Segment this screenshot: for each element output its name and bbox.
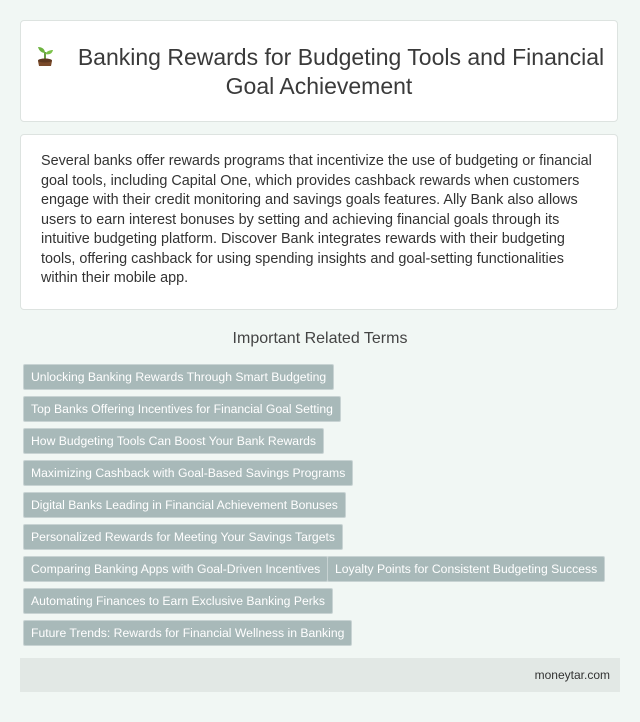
related-tag-4[interactable]: Maximizing Cashback with Goal-Based Savings Programs: [23, 460, 353, 486]
footer: [20, 658, 620, 692]
related-tag-7[interactable]: Comparing Banking Apps with Goal-Driven Incentives: [23, 556, 328, 582]
related-tag-5[interactable]: Digital Banks Leading in Financial Achievement Bonuses: [23, 492, 346, 518]
related-tag-3[interactable]: How Budgeting Tools Can Boost Your Bank Rewards: [23, 428, 324, 454]
sprout-icon: [34, 45, 56, 67]
description-text: Several banks offer rewards programs that incentivize the use of budgeting or financial goal tools, including Capital One, which provides cashback rewards when customers engage with their credit monitoring and savings goals features. Ally Bank also allows users to earn interest bonuses by setting and achieving financial goals through its intuitive budgeting platform. Discover Bank integrates rewards with their budgeting tools, offering cashback for using spending insights and goal-setting functionalities within their mobile app.: [41, 153, 592, 286]
description-card: [20, 134, 618, 310]
related-tag-9[interactable]: Automating Finances to Earn Exclusive Banking Perks: [23, 588, 333, 614]
related-terms-title: Important Related Terms: [232, 330, 408, 347]
title-card: [20, 20, 618, 122]
page-title: Banking Rewards for Budgeting Tools and Financial Goal Achievement: [77, 44, 605, 99]
related-tag-8[interactable]: Loyalty Points for Consistent Budgeting Success: [327, 556, 605, 582]
related-tag-2[interactable]: Top Banks Offering Incentives for Financial Goal Setting: [23, 396, 341, 422]
footer-site: moneytar.com: [534, 668, 610, 682]
related-tag-6[interactable]: Personalized Rewards for Meeting Your Savings Targets: [23, 524, 343, 550]
page-title-wrap: [21, 43, 617, 101]
related-tag-1[interactable]: Unlocking Banking Rewards Through Smart Budgeting: [23, 364, 334, 390]
related-tag-10[interactable]: Future Trends: Rewards for Financial Wellness in Banking: [23, 620, 352, 646]
